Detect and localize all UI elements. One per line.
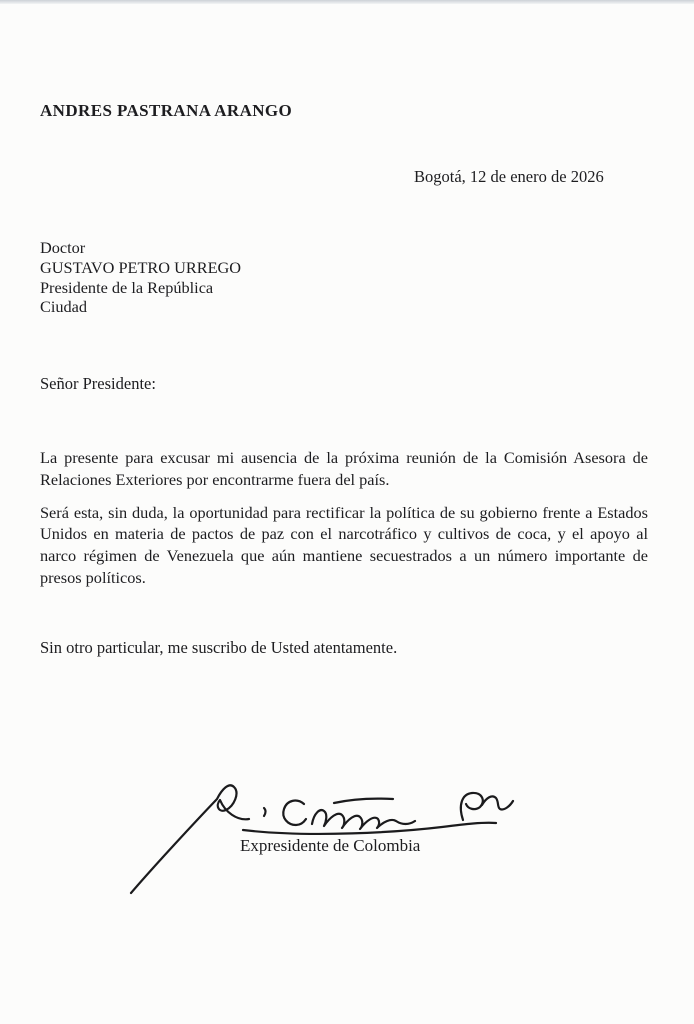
recipient-role: Presidente de la República — [40, 277, 214, 297]
scanner-edge-artifact — [0, 0, 694, 4]
recipient-name: GUSTAVO PETRO URREGO — [40, 257, 242, 277]
recipient-title: Doctor — [40, 238, 86, 257]
closing-line: Sin otro particular, me suscribo de Usted atentamente. — [40, 638, 398, 657]
signature-caption: Expresidente de Colombia — [240, 836, 421, 855]
body-paragraph: Será esta, sin duda, la oportunidad para rectificar la política de su gobierno frente a Estados Unidos en materia de pactos de paz con el narcotráfico y cultivos de coca, y el apoyo al narco régimen de Venezuela que aún mantiene secuestrados a un número importante de presos políticos. — [40, 502, 648, 587]
recipient-city: Ciudad — [40, 297, 88, 317]
body-paragraph: La presente para excusar mi ausencia de la próxima reunión de la Comisión Asesora de Relaciones Exteriores por encontrarme fuera del país. — [40, 448, 648, 489]
sender-name: ANDRES PASTRANA ARANGO — [40, 101, 293, 120]
letter-body — [40, 447, 648, 600]
date-line: Bogotá, 12 de enero de 2026 — [414, 167, 604, 186]
salutation: Señor Presidente: — [40, 374, 156, 393]
recipient-block — [40, 238, 241, 317]
